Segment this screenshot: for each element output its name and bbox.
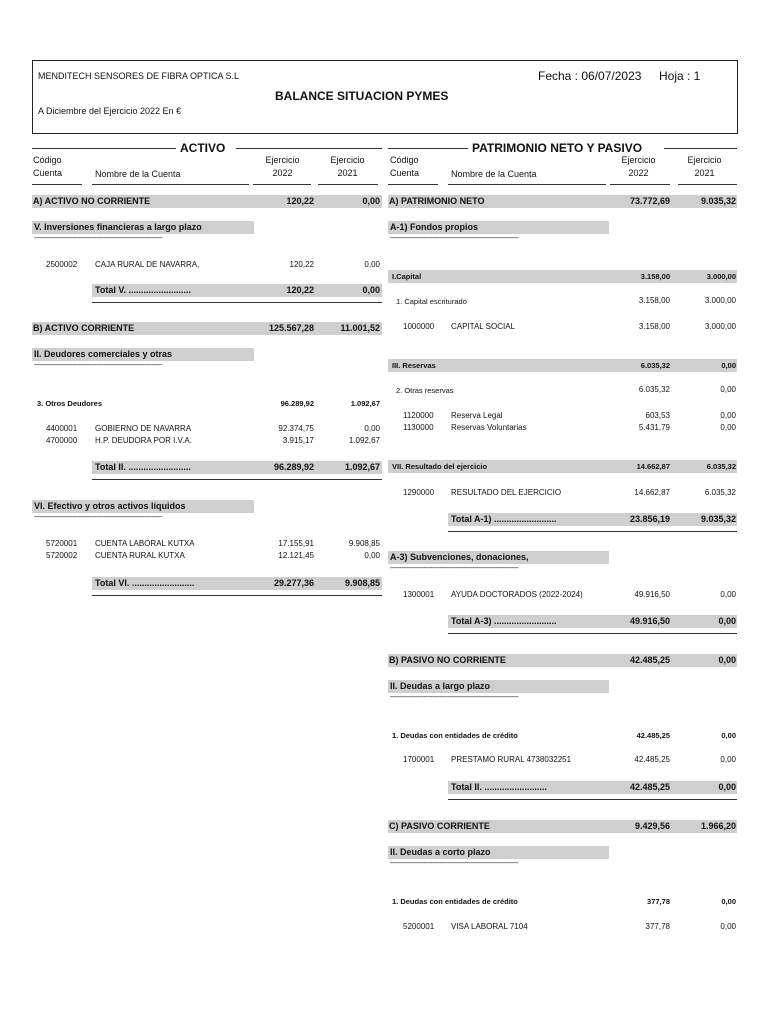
activo-no-corriente-2021: 0,00 [362,196,380,206]
subvenciones-row-name: AYUDA DOCTORADOS (2022-2024) [451,590,583,599]
reservas-row-name: Reserva Legal [451,411,503,420]
pasivo-title-rule-right [664,148,737,149]
pasivo-nombre-header: Nombre de la Cuenta [451,169,537,179]
pasivo-no-corriente-2021: 0,00 [718,655,736,665]
total-a1-2021: 9.035,32 [700,514,736,524]
prestamo-row-2022: 42.485,25 [634,755,670,764]
total-ii-pasivo-2021: 0,00 [718,782,736,792]
total-v-rule [92,302,382,303]
total-a3-2022: 49.916,50 [629,616,670,626]
otros-deudores-2022: 96.289,92 [280,399,314,408]
capital-2022: 3.158,00 [640,272,670,281]
activo-no-corriente-2022: 120,22 [286,196,314,206]
patrimonio-neto-2021: 9.035,32 [700,196,736,206]
total-vi-label: Total VI. ......................... [95,578,195,588]
reservas-row-code: 1130000 [403,423,434,432]
prestamo-row-name: PRESTAMO RURAL 4738032251 [451,755,572,764]
deudores-row-name: GOBIERNO DE NAVARRA [95,424,192,433]
pasivo-ejercicio-header: Ejercicio [621,155,656,165]
inversiones-row-name: CAJA RURAL DE NAVARRA, [95,260,200,269]
activo-codigo-header: Código [33,155,62,165]
total-ii-pasivo-2022: 42.485,25 [629,782,670,792]
activo-corriente-label: B) ACTIVO CORRIENTE [33,323,135,333]
total-ii-activo-rule [92,479,382,480]
pasivo-header-rule [448,184,606,185]
deudas-lp-entidades-label: 1. Deudas con entidades de crédito [392,731,518,740]
total-v-label: Total V. ......................... [95,285,192,295]
inversiones-lp-label: V. Inversiones financieras a largo plazo [34,222,202,232]
efectivo-row-2021: 0,00 [364,551,380,560]
pasivo-corriente-2022: 9.429,56 [634,821,670,831]
pasivo-header-rule [610,184,670,185]
reservas-2021: 0,00 [721,361,736,370]
pasivo-2021-header: 2021 [694,168,715,178]
inversiones-row-2021: 0,00 [364,260,380,269]
capital-escriturado-label: 1. Capital escriturado [396,297,467,306]
visa-row-2022: 377,78 [645,922,670,931]
resultado-row-code: 1290000 [403,488,435,497]
fondos-propios-dashes: ---------------------------------------------------------------------- [390,235,519,242]
deudores-row-2021: 0,00 [364,424,380,433]
resultado-row-name: RESULTADO DEL EJERCICIO [451,488,562,497]
resultado-ejercicio-label: VII. Resultado del ejercicio [392,462,488,471]
pasivo-ejercicio-header-2: Ejercicio [687,155,722,165]
deudas-lp-label: II. Deudas a largo plazo [390,681,491,691]
resultado-ejercicio-2021: 6.035,32 [706,462,736,471]
capital-escriturado-2021: 3.000,00 [704,296,736,305]
visa-row-2021: 0,00 [720,922,736,931]
pasivo-corriente-label: C) PASIVO CORRIENTE [389,821,490,831]
pasivo-cuenta-header: Cuenta [390,168,420,178]
efectivo-label: VI. Efectivo y otros activos líquidos [34,501,186,511]
reservas-row-2021: 0,00 [720,423,736,432]
patrimonio-neto-label: A) PATRIMONIO NETO [389,196,485,206]
pasivo-2022-header: 2022 [628,168,649,178]
capital-row-2021: 3.000,00 [704,322,736,331]
inversiones-row-code: 2500002 [46,260,78,269]
efectivo-row-name: CUENTA RURAL KUTXA [95,551,185,560]
total-ii-pasivo-rule [448,799,737,800]
activo-corriente-2021: 11.001,52 [340,323,380,333]
capital-row-code: 1000000 [403,322,435,331]
pasivo-corriente-2021: 1.966,20 [700,821,736,831]
activo-2022-header: 2022 [272,168,293,178]
activo-title-rule-left [32,148,176,149]
reservas-2022: 6.035,32 [640,361,670,370]
total-vi-rule [92,595,382,596]
deudores-row-code: 4700000 [46,436,78,445]
pasivo-title-rule-left [388,148,468,149]
resultado-ejercicio-2022: 14.662,87 [636,462,670,471]
otras-reservas-2021: 0,00 [720,385,736,394]
total-a1-rule [448,531,737,532]
prestamo-row-code: 1700001 [403,755,435,764]
activo-ejercicio-header-2: Ejercicio [330,155,365,165]
reservas-row-name: Reservas Voluntarias [451,423,527,432]
total-v-2021: 0,00 [362,285,380,295]
activo-cuenta-header: Cuenta [33,168,63,178]
pasivo-no-corriente-label: B) PASIVO NO CORRIENTE [389,655,506,665]
deudores-dashes: ---------------------------------------------------------------------- [34,362,163,369]
company-name: MENDITECH SENSORES DE FIBRA OPTICA S.L [38,71,240,81]
total-v-2022: 120,22 [286,285,314,295]
deudas-cp-dashes: ---------------------------------------------------------------------- [390,860,519,867]
reservas-row-2022: 603,53 [645,411,670,420]
report-title: BALANCE SITUACION PYMES [275,89,449,103]
deudas-cp-entidades-2021: 0,00 [721,897,736,906]
activo-header-rule [318,184,378,185]
total-a1-2022: 23.856,19 [629,514,670,524]
capital-2021: 3.000,00 [706,272,736,281]
activo-ejercicio-header: Ejercicio [265,155,300,165]
total-ii-pasivo-label: Total II. ......................... [451,782,547,792]
efectivo-row-2021: 9.908,85 [348,539,380,548]
fondos-propios-label: A-1) Fondos propios [390,222,478,232]
subvenciones-row-2022: 49.916,50 [634,590,670,599]
efectivo-row-code: 5720002 [46,551,78,560]
page-number: Hoja : 1 [659,69,701,83]
deudas-lp-dashes: ---------------------------------------------------------------------- [390,694,519,701]
activo-title: ACTIVO [180,141,226,155]
subvenciones-dashes: ---------------------------------------------------------------------- [390,565,519,572]
activo-header-rule [92,184,249,185]
total-ii-activo-label: Total II. ......................... [95,462,191,472]
deudas-cp-label: II. Deudas a corto plazo [390,847,491,857]
resultado-row-2022: 14.662,87 [634,488,670,497]
activo-2021-header: 2021 [337,168,358,178]
report-date: Fecha : 06/07/2023 [538,69,642,83]
capital-row-name: CAPITAL SOCIAL [451,322,516,331]
deudores-row-name: H.P. DEUDORA POR I.V.A. [95,436,192,445]
capital-escriturado-2022: 3.158,00 [638,296,670,305]
total-a1-label: Total A-1) ......................... [451,514,557,524]
total-ii-activo-2022: 96.289,92 [273,462,314,472]
deudores-row-2022: 92.374,75 [278,424,314,433]
visa-row-code: 5200001 [403,922,435,931]
activo-title-rule-right [236,148,382,149]
otros-deudores-2021: 1.092,67 [350,399,380,408]
deudas-cp-entidades-2022: 377,78 [647,897,670,906]
activo-nombre-header: Nombre de la Cuenta [95,169,181,179]
activo-corriente-2022: 125.567,28 [268,323,314,333]
otros-deudores-label: 3. Otros Deudores [37,399,103,408]
pasivo-codigo-header: Código [390,155,419,165]
resultado-row-2021: 6.035,32 [704,488,736,497]
total-a3-2021: 0,00 [718,616,736,626]
deudas-cp-entidades-label: 1. Deudas con entidades de crédito [392,897,518,906]
total-vi-2022: 29.277,36 [273,578,314,588]
deudores-row-2022: 3.915,17 [282,436,314,445]
deudores-label: II. Deudores comerciales y otras [34,349,173,359]
reservas-row-2022: 5.431,79 [638,423,670,432]
prestamo-row-2021: 0,00 [720,755,736,764]
deudores-row-2021: 1.092,67 [348,436,380,445]
pasivo-header-rule [388,184,438,185]
reservas-label: III. Reservas [392,361,436,370]
deudores-row-code: 4400001 [46,424,78,433]
deudas-lp-entidades-2022: 42.485,25 [636,731,670,740]
pasivo-no-corriente-2022: 42.485,25 [629,655,670,665]
visa-row-name: VISA LABORAL 7104 [451,922,528,931]
patrimonio-neto-2022: 73.772,69 [629,196,670,206]
activo-no-corriente-label: A) ACTIVO NO CORRIENTE [33,196,151,206]
efectivo-row-2022: 17.155,91 [278,539,314,548]
reservas-row-2021: 0,00 [720,411,736,420]
efectivo-row-code: 5720001 [46,539,78,548]
efectivo-row-name: CUENTA LABORAL KUTXA [95,539,195,548]
subvenciones-row-code: 1300001 [403,590,435,599]
pasivo-title: PATRIMONIO NETO Y PASIVO [472,141,643,155]
pasivo-header-rule [678,184,737,185]
report-period: A Diciembre del Ejercicio 2022 En € [38,106,182,116]
otras-reservas-2022: 6.035,32 [638,385,670,394]
efectivo-dashes: ---------------------------------------------------------------------- [34,514,163,521]
activo-header-rule [32,184,82,185]
total-a3-label: Total A-3) ......................... [451,616,557,626]
deudas-lp-entidades-2021: 0,00 [721,731,736,740]
total-vi-2021: 9.908,85 [344,578,380,588]
inversiones-row-2022: 120,22 [289,260,314,269]
capital-row-2022: 3.158,00 [638,322,670,331]
inversiones-lp-dashes: ---------------------------------------------------------------------- [34,235,163,242]
reservas-row-code: 1120000 [403,411,434,420]
subvenciones-label: A-3) Subvenciones, donaciones, [390,552,529,562]
activo-header-rule [253,184,311,185]
efectivo-row-2022: 12.121,45 [278,551,314,560]
otras-reservas-label: 2. Otras reservas [396,386,454,395]
total-a3-rule [448,633,737,634]
capital-label: I.Capital [392,272,422,281]
subvenciones-row-2021: 0,00 [720,590,736,599]
total-ii-activo-2021: 1.092,67 [344,462,380,472]
